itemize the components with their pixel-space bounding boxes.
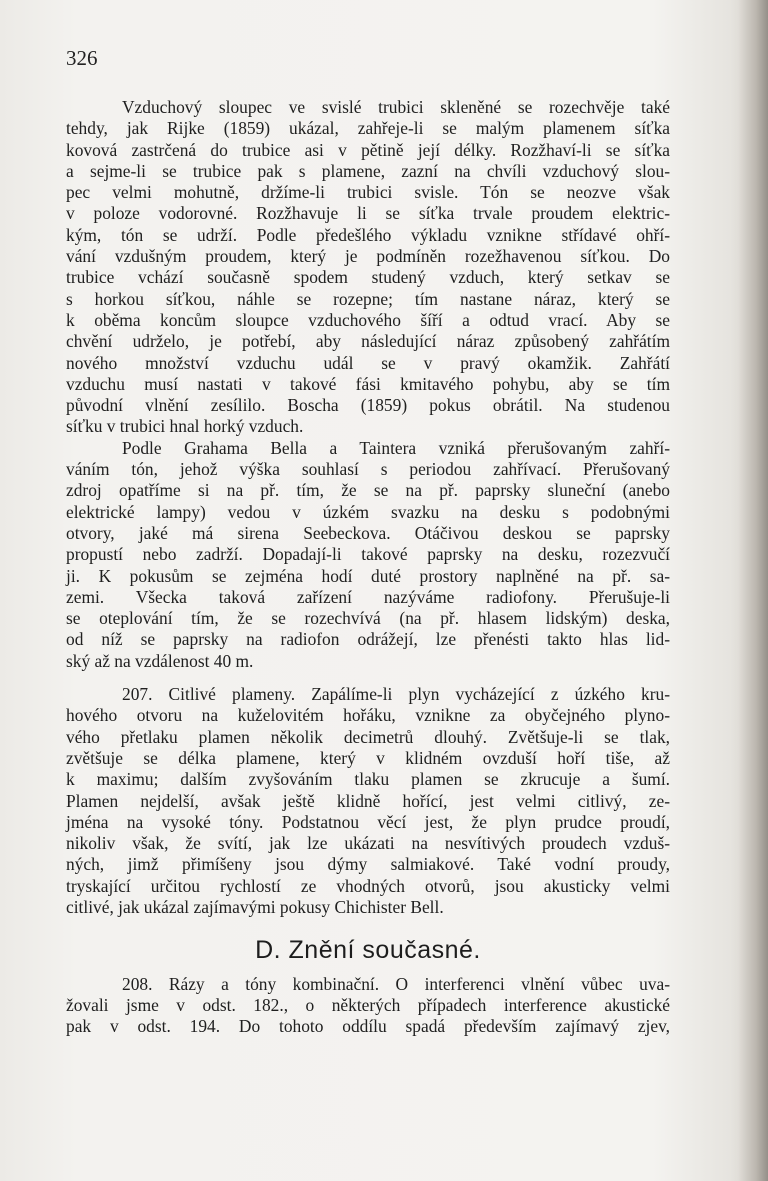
text-line: k oběma koncům sloupce vzduchového šíří a odtud vrací. Aby se <box>66 309 670 330</box>
text-line: tryskající určitou rychlostí ze vhodných otvorů, jsou akusticky velmi <box>66 875 670 896</box>
text-line: otvory, jaké má sirena Seebeckova. Otáčivou deskou se paprsky <box>66 522 670 543</box>
text-line: vzduchu musí nastati v takové fási kmitavého pohybu, aby se tím <box>66 373 670 394</box>
text-line: zdroj opatříme si na př. tím, že se na př. paprsky sluneční (anebo <box>66 480 670 501</box>
text-line: pec velmi mohutně, držíme-li trubici svisle. Tón se neozve však <box>66 182 670 203</box>
text-line: chvění udrželo, je potřebí, aby následující náraz způsobený zahřátím <box>66 331 670 352</box>
text-line: původní vlnění zesílilo. Boscha (1859) pokus obrátil. Na studenou <box>66 395 670 416</box>
text-line: s horkou síťkou, náhle se rozepne; tím nastane náraz, který se <box>66 288 670 309</box>
text-line: Plamen nejdelší, avšak ještě klidně hořící, jest velmi citlivý, ze- <box>66 790 670 811</box>
text-line: nikoliv však, že svítí, jak lze ukázati na nesvítivých proudech vzduš- <box>66 833 670 854</box>
text-line: pak v odst. 194. Do tohoto oddílu spadá především zajímavý zjev, <box>66 1016 670 1037</box>
page-edge-shadow <box>738 0 768 1181</box>
section-heading: D. Znění současné. <box>255 936 481 965</box>
page-body <box>66 97 670 1037</box>
text-line: Vzduchový sloupec ve svislé trubici skleněné se rozechvěje také <box>122 97 670 117</box>
text-line: síťku v trubici hnal horký vzduch. <box>66 416 304 437</box>
text-line: a sejme-li se trubice pak s plamene, zazní na chvíli vzduchový slou- <box>66 160 670 181</box>
text-line: kovová zastrčená do trubice asi v pětině její délky. Rozžhaví-li se síťka <box>66 139 670 160</box>
text-line: k maximu; dalším zvyšováním tlaku plamen se zkrucuje a šumí. <box>66 769 670 790</box>
text-line: tehdy, jak Rijke (1859) ukázal, zahřeje-li se malým plamenem síťka <box>66 118 670 139</box>
text-line: jména na vysoké tóny. Podstatnou věcí jest, že plyn prudce proudí, <box>66 811 670 832</box>
text-line: žovali jsme v odst. 182., o některých případech interference akustické <box>66 994 670 1015</box>
text-line: zvětšuje se délka plamene, který v klidném ovzduší hoří tiše, až <box>66 747 670 768</box>
text-line: nového množství vzduchu udál se v pravý okamžik. Zahřátí <box>66 352 670 373</box>
text-line: ji. K pokusům se zejména hodí duté prostory naplněné na př. sa- <box>66 565 670 586</box>
text-line: trubice vchází současně spodem studený vzduch, který setkav se <box>66 267 670 288</box>
text-line: ský až na vzdálenost 40 m. <box>66 650 254 671</box>
text-line: zemi. Všecka taková zařízení nazýváme radiofony. Přerušuje-li <box>66 586 670 607</box>
text-line: propustí nebo zadrží. Dopadají-li takové paprsky na desku, rozezvučí <box>66 544 670 565</box>
text-line: kým, tón se udrží. Podle předešlého výkladu vznikne střídavé ohří- <box>66 224 670 245</box>
text-line: od níž se paprsky na radiofon odrážejí, lze přenésti takto hlas lid- <box>66 629 670 650</box>
section-208-line: 208. Rázy a tóny kombinační. O interferenci vlnění vůbec uva- <box>122 973 670 994</box>
text-line: Podle Grahama Bella a Taintera vzniká přerušovaným zahří- <box>122 437 670 458</box>
text-line: vého přetlaku plamen několik decimetrů dlouhý. Zvětšuje-li se tlak, <box>66 726 670 747</box>
text-line: elektrické lampy) vedou v úzkém svazku na desku s podobnými <box>66 501 670 522</box>
page-number: 326 <box>66 46 98 70</box>
text-line: váním tón, jehož výška souhlasí s periodou zahřívací. Přerušovaný <box>66 459 670 480</box>
section-207-line: 207. Citlivé plameny. Zapálíme-li plyn vycházející z úzkého kru- <box>122 684 670 705</box>
text-line: hového otvoru na kuželovitém hořáku, vznikne za obyčejného plyno- <box>66 705 670 726</box>
text-line: ných, jimž přimíšeny jsou dýmy salmiakové. Také vodní proudy, <box>66 854 670 875</box>
text-line: se oteplování tím, že se rozechvívá (na př. hlasem lidským) deska, <box>66 608 670 629</box>
text-line: vání vzdušným proudem, který je podmíněn rozežhavenou síťkou. Do <box>66 246 670 267</box>
text-line: citlivé, jak ukázal zajímavými pokusy Chichister Bell. <box>66 896 444 917</box>
text-line: v poloze vodorovné. Rozžhavuje li se síťka trvale proudem elektric- <box>66 203 670 224</box>
